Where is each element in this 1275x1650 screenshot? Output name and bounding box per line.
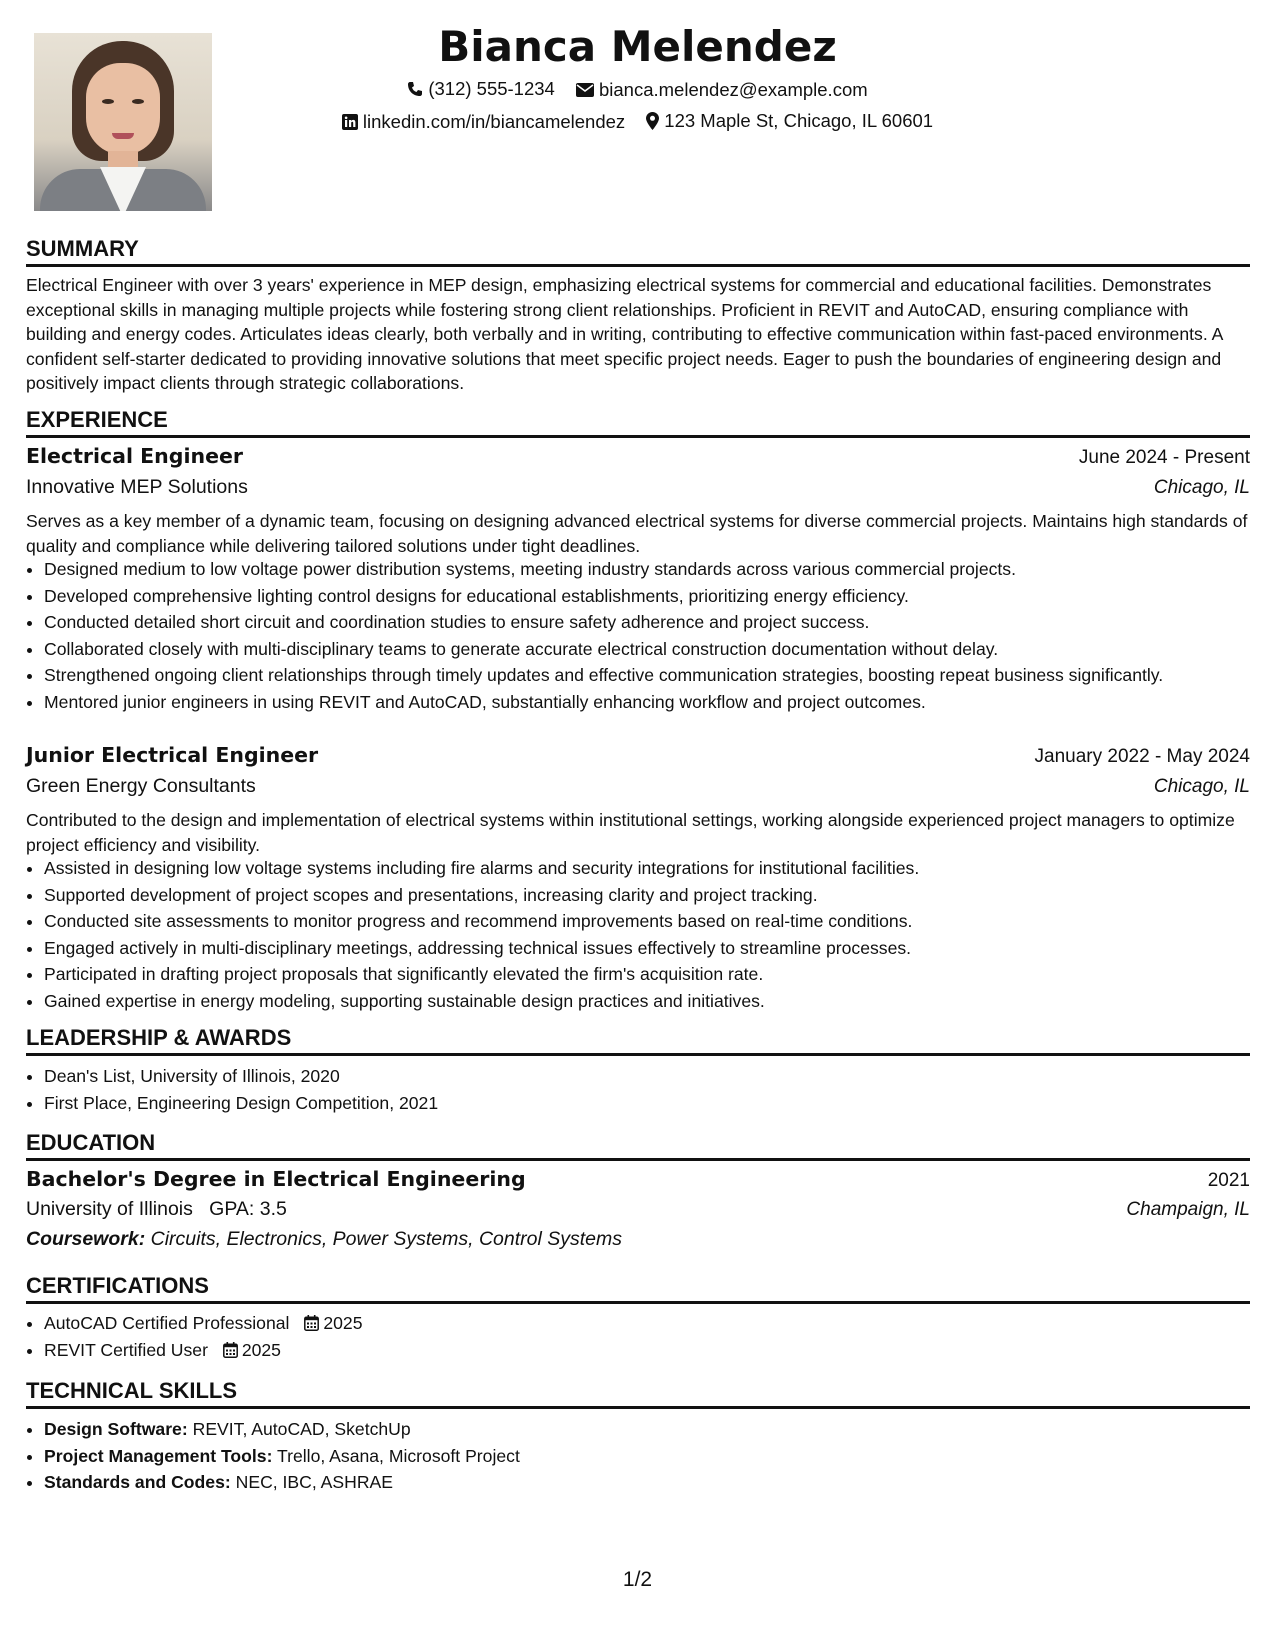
job-description: Contributed to the design and implementation of electrical systems within institutional settings, working alongside experienced project managers to optimize project efficiency and visibility.: [26, 810, 1235, 855]
email[interactable]: [576, 79, 868, 101]
linkedin-icon: [342, 114, 358, 130]
awards-heading: LEADERSHIP & AWARDS: [26, 1025, 1250, 1056]
coursework-text: Circuits, Electronics, Power Systems, Control Systems: [150, 1228, 622, 1250]
job-dates: June 2024 - Present: [1078, 447, 1250, 468]
phone-icon: [407, 81, 423, 97]
job-1-header: [26, 444, 1250, 469]
calendar-icon: [223, 1342, 238, 1358]
certifications-heading: CERTIFICATIONS: [26, 1273, 1250, 1304]
list-item: • Engaged actively in multi-disciplinary meetings, addressing technical issues effectively to streamline processes.: [44, 936, 1268, 961]
education-degree-row: [26, 1167, 1250, 1192]
address: [646, 110, 933, 132]
skill-label: Project Management Tools:: [44, 1445, 273, 1466]
job-2-bullets: [26, 856, 1268, 1015]
phone-text: (312) 555-1234: [428, 78, 555, 99]
job-description: Serves as a key member of a dynamic team, focusing on designing advanced electrical systems for diverse commercial projects. Maintains high standards of quality and compliance while delivering tailored solutions under tight deadlines.: [26, 511, 1248, 556]
calendar-icon: [304, 1315, 319, 1331]
company-name: Green Energy Consultants: [26, 775, 256, 797]
education-heading: EDUCATION: [26, 1130, 1250, 1161]
list-item: • First Place, Engineering Design Competition, 2021: [44, 1091, 1268, 1116]
job-location: Chicago, IL: [1153, 477, 1250, 498]
list-item: [44, 1470, 1268, 1495]
job-2-company-row: [26, 775, 1250, 798]
coursework-label: Coursework:: [26, 1228, 146, 1250]
contact-line-1: [0, 78, 1275, 102]
list-item: • Assisted in designing low voltage systems including fire alarms and security integrations for institutional facilities.: [44, 856, 1268, 881]
graduation-year: 2021: [1207, 1170, 1250, 1191]
linkedin-text: linkedin.com/in/biancamelendez: [362, 111, 626, 132]
school-location: Champaign, IL: [1126, 1199, 1250, 1220]
list-item: [44, 1444, 1268, 1469]
map-pin-icon: [646, 112, 659, 130]
list-item: [44, 1311, 1268, 1336]
company-name: Innovative MEP Solutions: [26, 476, 248, 498]
education-school-row: [26, 1198, 1250, 1221]
linkedin[interactable]: [342, 111, 625, 133]
job-location: Chicago, IL: [1153, 776, 1250, 797]
job-2-header: [26, 743, 1250, 768]
skill-label: Standards and Codes:: [44, 1472, 231, 1492]
summary-heading: SUMMARY: [26, 236, 1250, 267]
job-1-bullets: [26, 557, 1268, 716]
contact-line-2: [0, 110, 1275, 135]
list-item: • Conducted site assessments to monitor progress and recommend improvements based on real-time conditions.: [44, 909, 1268, 934]
coursework-row: [26, 1228, 1250, 1251]
list-item: • Strengthened ongoing client relationships through timely updates and effective communication strategies, boosting repeat business significantly.: [44, 663, 1268, 688]
skills-heading: TECHNICAL SKILLS: [26, 1378, 1250, 1409]
list-item: • Collaborated closely with multi-disciplinary teams to generate accurate electrical construction documentation without delay.: [44, 637, 1268, 662]
cert-name: AutoCAD Certified Professional: [44, 1313, 290, 1333]
envelope-icon: [576, 83, 594, 97]
list-item: • Developed comprehensive lighting control designs for educational establishments, prioritizing energy efficiency.: [44, 584, 1268, 609]
certifications-list: [26, 1311, 1268, 1364]
phone[interactable]: [407, 78, 555, 100]
job-1-company-row: [26, 476, 1250, 499]
degree: Bachelor's Degree in Electrical Engineering: [26, 1167, 526, 1191]
list-item: • Mentored junior engineers in using REVIT and AutoCAD, substantially enhancing workflow and project outcomes.: [44, 690, 1268, 715]
school-name: University of Illinois: [26, 1198, 193, 1220]
experience-heading: EXPERIENCE: [26, 407, 1250, 438]
job-title: Junior Electrical Engineer: [26, 743, 319, 767]
school-line: [26, 1198, 287, 1221]
address-text: 123 Maple St, Chicago, IL 60601: [664, 110, 934, 131]
skills-list: [26, 1417, 1268, 1497]
list-item: • Conducted detailed short circuit and coordination studies to ensure safety adherence and project success.: [44, 610, 1268, 635]
list-item: • Participated in drafting project proposals that significantly elevated the firm's acquisition rate.: [44, 962, 1268, 987]
skill-label: Design Software:: [44, 1419, 188, 1439]
coursework-line: [26, 1228, 622, 1251]
page-number: 1/2: [622, 1568, 653, 1591]
list-item: [44, 1338, 1268, 1363]
job-title: Electrical Engineer: [26, 444, 243, 468]
skill-value: REVIT, AutoCAD, SketchUp: [192, 1419, 411, 1439]
gpa: GPA: 3.5: [209, 1198, 287, 1220]
cert-name: REVIT Certified User: [44, 1339, 208, 1360]
list-item: • Gained expertise in energy modeling, supporting sustainable design practices and initiatives.: [44, 989, 1268, 1014]
list-item: • Dean's List, University of Illinois, 2020: [44, 1064, 1268, 1089]
list-item: [44, 1417, 1268, 1442]
list-item: • Designed medium to low voltage power distribution systems, meeting industry standards across various commercial projects.: [44, 557, 1268, 582]
summary-text: Electrical Engineer with over 3 years' experience in MEP design, emphasizing electrical systems for commercial and educational facilities. Demonstrates exceptional skills in managing multiple projects while fostering strong client relationships. Proficient in REVIT and AutoCAD, ensuring compliance with building and energy codes. Articulates ideas clearly, both verbally and in writing, contributing to effective communication within fast-paced environments. A confident self-starter dedicated to providing innovative solutions that meet specific project needs. Eager to push the boundaries of engineering design and positively impact clients through strategic collaborations.: [26, 275, 1223, 393]
cert-year: 2025: [323, 1313, 363, 1333]
candidate-name: Bianca Melendez: [438, 22, 837, 71]
job-dates: January 2022 - May 2024: [1034, 746, 1250, 767]
awards-list: [26, 1064, 1268, 1117]
list-item: • Supported development of project scopes and presentations, increasing clarity and project tracking.: [44, 883, 1268, 908]
email-text: bianca.melendez@example.com: [598, 79, 868, 100]
cert-year: 2025: [241, 1339, 281, 1360]
skill-value: Trello, Asana, Microsoft Project: [277, 1445, 520, 1466]
skill-value: NEC, IBC, ASHRAE: [235, 1472, 394, 1492]
